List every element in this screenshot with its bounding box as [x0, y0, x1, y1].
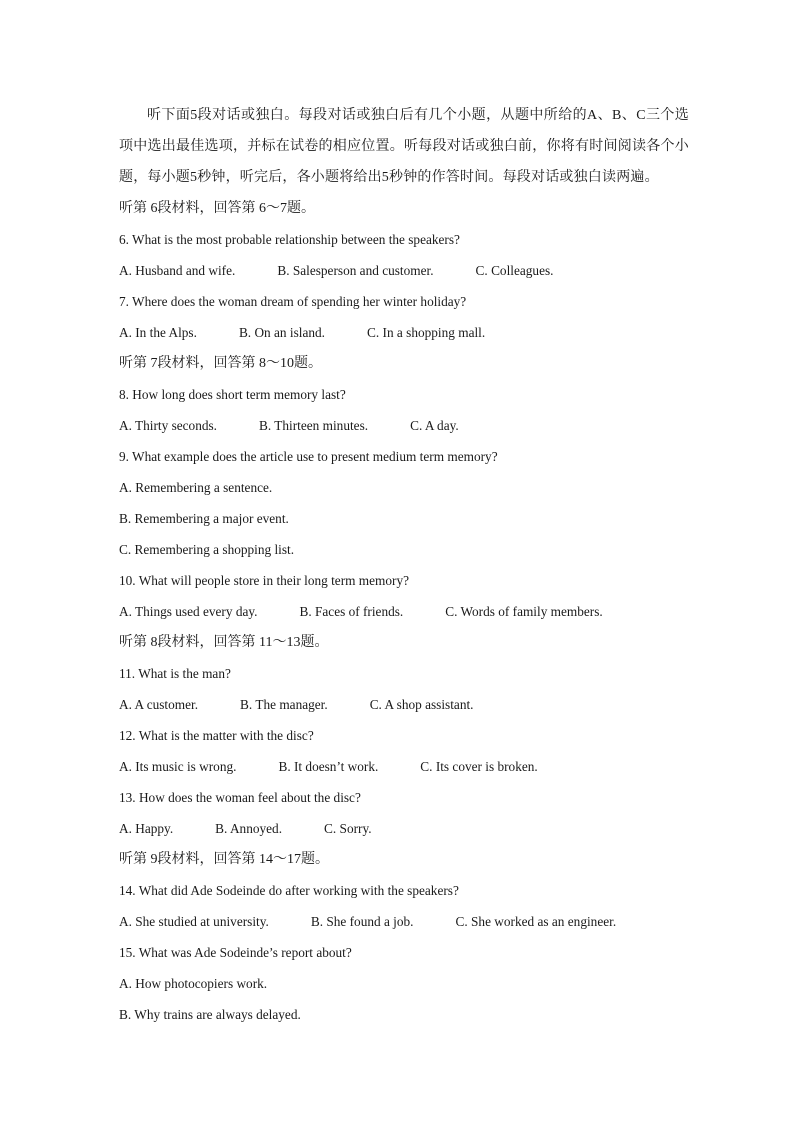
question-12-option-c[interactable]: C. Its cover is broken.: [420, 759, 538, 774]
question-9-option-c[interactable]: C. Remembering a shopping list.: [119, 542, 295, 557]
question-7-option-c[interactable]: C. In a shopping mall.: [367, 325, 486, 340]
question-14: 14. What did Ade Sodeinde do after working with the speakers?: [119, 883, 459, 898]
question-15: 15. What was Ade Sodeinde’s report about?: [119, 945, 352, 960]
question-10-options: [119, 596, 689, 627]
question-12-option-a[interactable]: A. Its music is wrong.: [119, 759, 237, 774]
question-8-option-b[interactable]: B. Thirteen minutes.: [259, 418, 369, 433]
section-heading-6-7: 听第 6段材料，回答第 6～7题。: [119, 201, 315, 216]
question-6-option-b[interactable]: B. Salesperson and customer.: [277, 263, 434, 278]
question-12: 12. What is the matter with the disc?: [119, 728, 314, 743]
question-9: 9. What example does the article use to present medium term memory?: [119, 449, 498, 464]
question-9-option-b[interactable]: B. Remembering a major event.: [119, 511, 289, 526]
question-9-option-a[interactable]: A. Remembering a sentence.: [119, 480, 273, 495]
section-heading-8-10: 听第 7段材料，回答第 8～10题。: [119, 356, 322, 371]
question-8-options: [119, 410, 689, 441]
question-14-option-a[interactable]: A. She studied at university.: [119, 914, 269, 929]
question-11-options: [119, 689, 689, 720]
question-6: 6. What is the most probable relationship between the speakers?: [119, 232, 460, 247]
question-6-option-c[interactable]: C. Colleagues.: [475, 263, 554, 278]
section-heading-14-17: 听第 9段材料，回答第 14～17题。: [119, 852, 329, 867]
exam-page: [119, 100, 689, 1030]
question-14-option-c[interactable]: C. She worked as an engineer.: [455, 914, 617, 929]
instructions-paragraph: 听下面5段对话或独白。每段对话或独白后有几个小题，从题中所给的A、B、C三个选项中选出最佳选项，并标在试卷的相应位置。听每段对话或独白前，你将有时间阅读各个小题，每小题5秒钟，听完后，各小题将给出5秒钟的作答时间。每段对话或独白读两遍。: [119, 108, 689, 185]
question-7-options: [119, 317, 689, 348]
question-12-option-b[interactable]: B. It doesn’t work.: [278, 759, 379, 774]
question-11-option-c[interactable]: C. A shop assistant.: [369, 697, 474, 712]
question-13-options: [119, 813, 689, 844]
question-10-option-b[interactable]: B. Faces of friends.: [299, 604, 404, 619]
question-13: 13. How does the woman feel about the disc?: [119, 790, 361, 805]
section-heading-11-13: 听第 8段材料，回答第 11～13题。: [119, 635, 329, 650]
question-11-option-a[interactable]: A. A customer.: [119, 697, 199, 712]
question-15-option-b[interactable]: B. Why trains are always delayed.: [119, 1007, 301, 1022]
question-6-option-a[interactable]: A. Husband and wife.: [119, 263, 236, 278]
question-14-option-b[interactable]: B. She found a job.: [310, 914, 414, 929]
question-13-option-a[interactable]: A. Happy.: [119, 821, 174, 836]
question-8-option-c[interactable]: C. A day.: [410, 418, 459, 433]
question-7-option-b[interactable]: B. On an island.: [238, 325, 325, 340]
question-13-option-c[interactable]: C. Sorry.: [324, 821, 372, 836]
question-8-option-a[interactable]: A. Thirty seconds.: [119, 418, 217, 433]
question-10-option-c[interactable]: C. Words of family members.: [445, 604, 603, 619]
question-7-option-a[interactable]: A. In the Alps.: [119, 325, 197, 340]
question-11-option-b[interactable]: B. The manager.: [240, 697, 328, 712]
question-10-option-a[interactable]: A. Things used every day.: [119, 604, 258, 619]
question-14-options: [119, 906, 689, 937]
question-10: 10. What will people store in their long term memory?: [119, 573, 409, 588]
question-12-options: [119, 751, 689, 782]
question-15-option-a[interactable]: A. How photocopiers work.: [119, 976, 268, 991]
question-8: 8. How long does short term memory last?: [119, 387, 346, 402]
question-11: 11. What is the man?: [119, 666, 231, 681]
question-13-option-b[interactable]: B. Annoyed.: [215, 821, 283, 836]
question-6-options: [119, 255, 689, 286]
question-7: 7. Where does the woman dream of spending her winter holiday?: [119, 294, 467, 309]
